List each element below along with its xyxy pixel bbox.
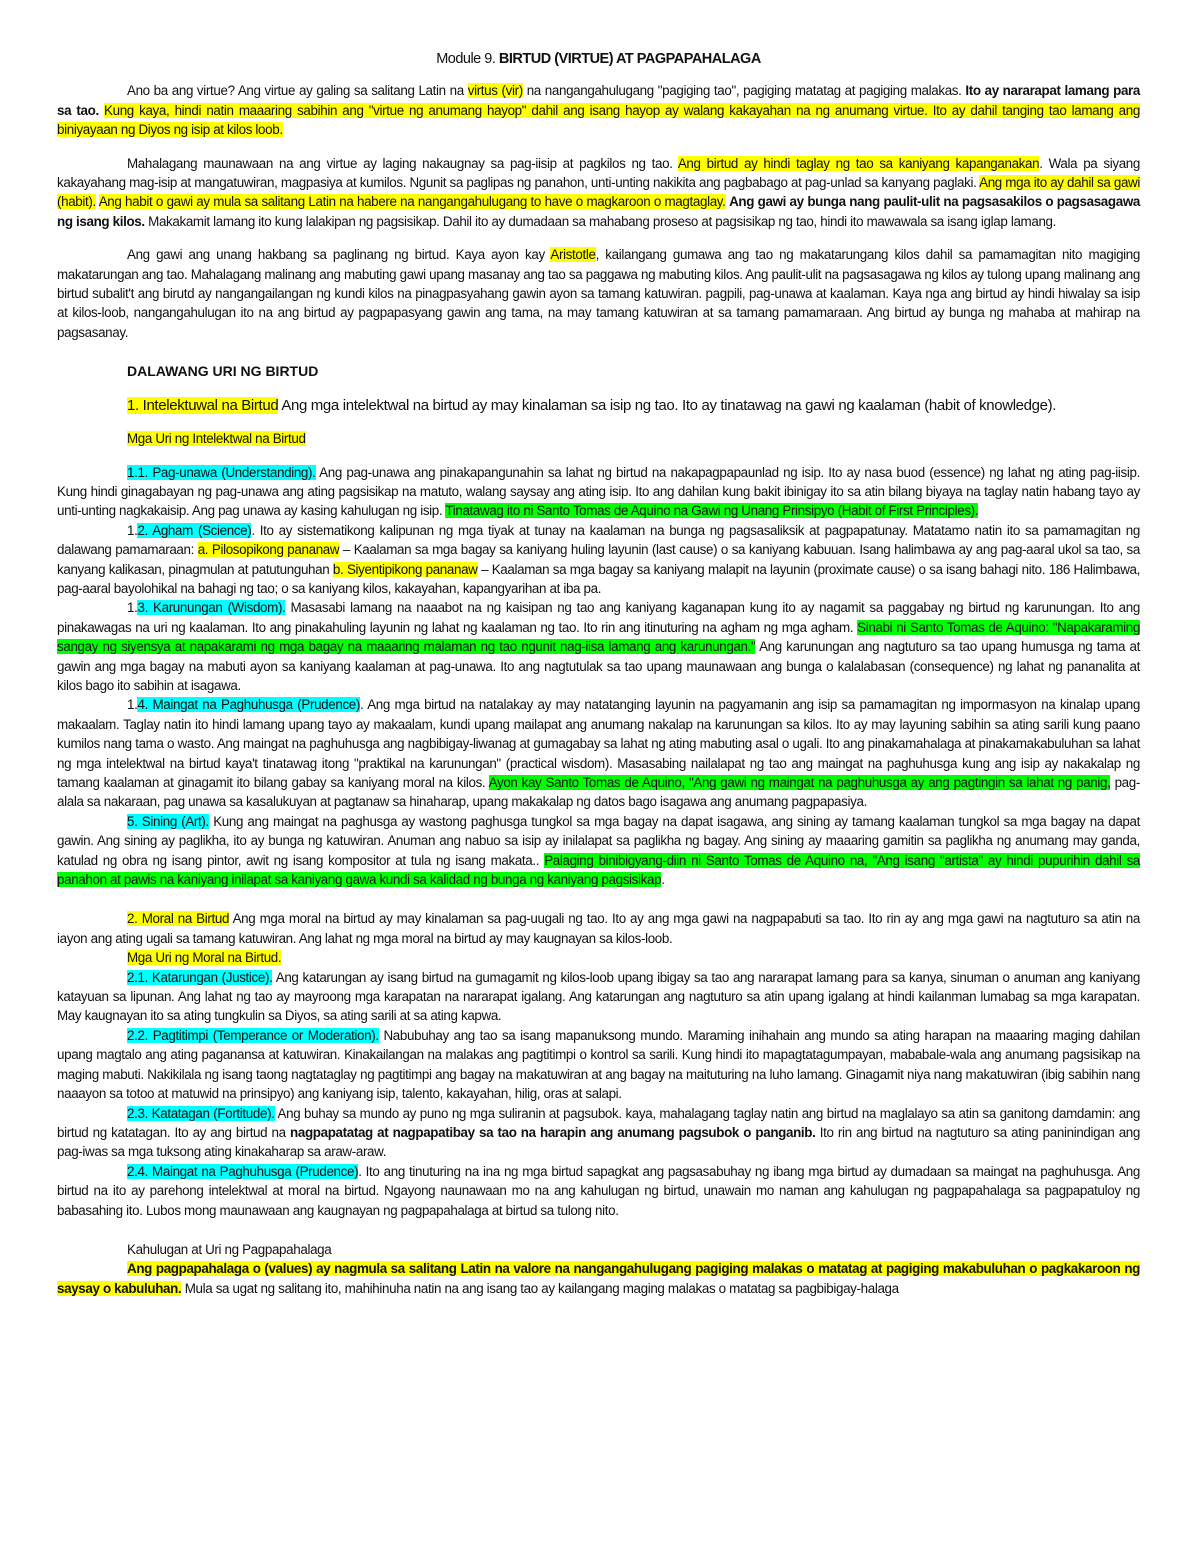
highlight-habit: Ang mga ito ay dahil sa gawi (habit). [57,175,1140,210]
label-wisdom: 3. Karunungan (Wisdom). [137,600,286,616]
item-understanding: 1.1. Pag-unawa (Understanding). Ang pag-unawa ang pinakapangunahin sa lahat ng birtud na nakapagpapaunlad ng isip. Ito ay nasa buod (essence) ng lahat ng ating pag-iisip. Kung hindi ginagabayan ng pag-unawa ang ating pagsisikap na matuto, walang saysay ang ating isip. Ito ang dahilan kung bakit ibinigay ito sa atin bilang biyaya na taglay natin habang tayo ay unti-unting nagkakaisip. Ang pag unawa ay kasing kahulugan ng isip. Tinatawag ito ni Santo Tomas de Aquino na Gawi ng Unang Prinsipyo (Habit of First Principles). [57,464,1140,519]
item-art: 5. Sining (Art). Kung ang maingat na paghusga ay wastong paghusga tungkol sa mga bagay na dapat isagawa, ang sining ay tamang kaalaman tungkol sa mga bagay na dapat gawin. Ang sining ay paglikha, ito ay bunga ng katuwiran. Anuman ang nabuo sa isip ay inilalapat sa paglikha ng bagay. Ang sining ay maaaring gamitin sa paglikha ng anumang may ganda, katulad ng obra ng isang pintor, awit ng isang kompositor at tula ng isang makata.. Palaging binibigyang-diin ni Santo Tomas de Aquino na, "Ang isang "artista" ay hindi pupurihin dahil sa panahon at pawis na kaniyang inilapat sa kaniyang gawa kundi sa kalidad ng bunga ng kaniyang pagsisikap. [57,813,1141,888]
highlight-scientific: b. Siyentipikong pananaw [332,561,478,577]
document-page [57,50,1140,1298]
highlight-first-principles: Tinatawag ito ni Santo Tomas de Aquino na Gawi ng Unang Prinsipyo (Habit of First Principles). [445,503,979,519]
heading-two-kinds: DALAWANG URI NG BIRTUD [127,363,319,380]
label-temperance: 2.2. Pagtitimpi (Temperance or Moderation). [127,1027,379,1043]
moral-types-heading: Mga Uri ng Moral na Birtud. [127,950,282,966]
highlight-aquinas-art: Palaging binibigyang-diin ni Santo Tomas de Aquino na, "Ang isang "artista" ay hindi pupurihin dahil sa panahon at pawis na kaniyang inilapat sa kaniyang gawa kundi sa kalidad ng bunga ng kaniyang pagsisikap [57,852,1141,888]
paragraph-virtue-definition: Ano ba ang virtue? Ang virtue ay galing sa salitang Latin na virtus (vir) na nangangahulugang "pagiging tao", pagiging matatag at pagiging malakas. Ito ay nararapat lamang para sa tao. Kung kaya, hindi natin maaaring sabihin ang "virtue ng anumang hayop" dahil ang isang hayop ay walang kakayahan na ng anumang virtue. Ito ay dahil tanging tao lamang ang biniyayaan ng Diyos ng isip at kilos loob. [57,83,1141,138]
item-wisdom: 1.3. Karunungan (Wisdom). Masasabi lamang na naaabot na ng kaisipan ng tao ang kaniyang kaganapan kung ito ay nagamit sa paggabay ng birtud ng karunungan. Ito ang pinakawagas na uri ng kaalaman. Ito ang pinakahuling layunin ng lahat ng kaalaman ng tao. Ito rin ang itinuturing na agham ng mga agham. Sinabi ni Santo Tomas de Aquino: "Napakaraming sangay ng siyensya at napakarami ng mga bagay na maaaring malaman ng tao ngunit nag-iisa lamang ang karunungan." Ang karunungan ang nagtuturo sa tao upang humusga ng tama at gawin ang mga bagay na mabuti ayon sa kaniyang kaalaman at pag-unawa. Ito ang nagtutulak sa tao upang maunawaan ang bunga o kalalabasan (consequence) ng lahat ng pananalita at kilos bago ito sabihin at isagawa. [57,600,1141,693]
title-prefix: Module 9. [436,51,499,67]
label-understanding: 1.1. Pag-unawa (Understanding). [127,464,316,480]
item-justice: 2.1. Katarungan (Justice). Ang katarungan ay isang birtud na gumagamit ng kilos-loob upang ibigay sa tao ang nararapat lamang para sa kanya, sinuman o anuman ang kaniyang katayuan sa lipunan. Ang lahat ng tao ay mayroong mga karapatan na nararapat igalang. Ang katarungan ang nagtuturo sa atin upang igalang at hindi kailanman lumabag sa mga karapatan. May kaugnayan ito sa ating tungkulin sa Diyos, sa ating sarili at sa ating kapwa. [57,969,1141,1024]
item-moral-prudence: 2.4. Maingat na Paghuhusga (Prudence). Ito ang tinuturing na ina ng mga birtud sapagkat ang pagsasabuhay ng ibang mga birtud ay dumadaan sa maingat na paghuhusga. Ang birtud na ito ay parehong intelektwal at moral na birtud. Ngayong naunawaan mo na ang kahulugan ng birtud, unawain mo naman ang kahulugan ng pagpapahalaga sa pagpapatuloy ng babasahing ito. Lubos mong maunawaan ang kaugnayan ng pagpapahalaga at birtud sa tulong nito. [57,1163,1140,1218]
highlight-aquinas-wisdom: Sinabi ni Santo Tomas de Aquino: "Napakaraming sangay ng siyensya at napakarami ng mga bagay na maaaring malaman ng tao ngunit nag-iisa lamang ang karunungan." [57,619,1141,655]
title-main: BIRTUD (VIRTUE) AT PAGPAPAHALAGA [498,51,761,67]
paragraph-moral-virtue: 2. Moral na Birtud Ang mga moral na birtud ay may kinalaman sa pag-uugali ng tao. Ito ay ang mga gawi na nagpapabuti sa tao. Ito rin ay ang mga gawi na nagtuturo sa atin na iayon ang ating ugali sa tamang katuwiran. Ang lahat ng mga moral na birtud ay may kaugnayan sa kilos-loob. [57,911,1140,946]
label-science: 2. Agham (Science) [137,522,252,538]
paragraph-virtue-habit: Mahalagang maunawaan na ang virtue ay laging nakaugnay sa pag-iisip at pagkilos ng tao. Ang birtud ay hindi taglay ng tao sa kaniyang kapanganakan. Wala pa siyang kakayahang mag-isip at mangatuwiran, magpasiya at kumilos. Ngunit sa paglipas ng panahon, unti-unting nakikita ang pagbabago at pag-unlad sa kanyang paglaki. Ang mga ito ay dahil sa gawi (habit). Ang habit o gawi ay mula sa salitang Latin na habere na nangangahulugang to have o magkaroon o magtaglay. Ang gawi ay bunga nang paulit-ulit na pagsasakilos o pagsasagawa ng isang kilos. Makakamit lamang ito kung lalakipan ng pagsisikap. Dahil ito ay dumadaan sa mahabang proseso at pagsisikap ng tao, hindi ito mawawala sa isang iglap lamang. [57,155,1140,229]
item-temperance: 2.2. Pagtitimpi (Temperance or Moderation). Nabubuhay ang tao sa isang mapanuksong mundo. Maraming inihahain ang mundo sa ating harapan na maaaring maging dahilan upang magtalo ang ating paganansa at katuwiran. Kinakailangan na malakas ang pagtitimpi o kontrol sa sarili. Kung hindi ito mapagtatagumpayan, mababale-wala ang anumang pagsisikap na maging mabuti. Nakikilala ng isang taong nagtataglay ng pagtitimpi ang bagay na makatuwiran at ang bagay na maituturing na luho lamang. Ginagamit niya nang makatuwiran (ibig sabihin nang naaayon sa totoo at matuwid na prinsipyo) ang kaniyang isip, talento, kakayahan, hilig, oras at salapi. [57,1027,1140,1102]
paragraph-aristotle: Ang gawi ang unang hakbang sa paglinang ng birtud. Kaya ayon kay Aristotle, kailangang gumawa ang tao ng makatarungang kilos dahil sa pamamagitan nito magiging makatarungan ang tao. Mahalagang malinang ang mabuting gawi upang masanay ang tao sa paggawa ng mabuting kilos. Ang paulit-ulit na pagsasagawa ng kilos ay tulong upang malinang ang birtud subalit't ang birutd ay nangangailangan ng kundi kilos na pinagpasyahang gawin ayon sa tamang katuwiran. pagpili, pag-unawa at kaalaman. Kaya nga ang birtud ay hindi hiwalay sa isip at kilos-loob, nangangahulugan ito na ang birtud ay pagpapasyang gawin ang tama, na may tamang katuwiran at sa tamang pamamaraan. Ang birtud ay bunga ng mahaba at mahirap na pagsasanay. [57,247,1140,340]
highlight-not-innate: Ang birtud ay hindi taglay ng tao sa kaniyang kapanganakan [677,155,1040,171]
label-prudence: 4. Maingat na Paghuhusga (Prudence) [137,697,361,713]
item-prudence: 1.4. Maingat na Paghuhusga (Prudence). Ang mga birtud na natalakay ay may natatanging layunin na pagyamanin ang isip sa pamamagitan ng impormasyon na kinalap upang makaalam. Taglay natin ito hindi lamang upang tayo ay makaalam, kundi upang mailapat ang anumang nakalap na karunungan sa kilos. Ito ay may layuning sabihin sa ating sarili kung paano kumilos nang tama o wasto. Ang maingat na paghuhusga ang nagbibigay-liwanag at gumagabay sa lahat ng ating mabuting asal o ugali. Ito ang pinakamahalaga at pinakamakabuluhan sa lahat ng mga intelektwal na birtud kaya't tinatawag itong "praktikal na karunungan" (practical wisdom). Masasabing nailalapat ng tao ang maingat na paghuhusga kung ang isip ay nakakalap ng tamang kaalaman at ginagamit ito bilang gabay sa kaniyang moral na kilos. Ayon kay Santo Tomas de Aquino, "Ang gawi ng maingat na paghuhusga ay ang pagtingin sa lahat ng panig, pag-alala sa nakaraan, pag unawa sa kasalukuyan at pagtanaw sa hinaharap, upang makakalap ng datos bago isagawa ang anumang pagpapasiya. [57,697,1140,810]
intellectual-types-heading: Mga Uri ng Intelektwal na Birtud [127,431,306,447]
label-intellectual-virtue: 1. Intelektuwal na Birtud [127,396,279,414]
item-fortitude: 2.3. Katatagan (Fortitude). Ang buhay sa mundo ay puno ng mga suliranin at pagsubok. kaya, mahalagang taglay natin ang birtud na maglalayo sa atin sa ganitong damdamin: ang birtud ng katatagan. Ito ay ang birtud na nagpapatatag at nagpapatibay sa tao na harapin ang anumang pagsubok o panganib. Ito rin ang birtud na nagtuturo sa ating paninindigan ang pag-iwas sa mga tuksong ating kinakaharap sa araw-araw. [57,1105,1141,1160]
highlight-aquinas-prudence: Ayon kay Santo Tomas de Aquino, "Ang gawi ng maingat na paghuhusga ay ang pagtingin sa lahat ng panig, [488,775,1111,790]
highlight-habere: Ang habit o gawi ay mula sa salitang Latin na habere na nangangahulugang to have o magkaroon o magtaglay. [98,194,726,210]
document-title [57,50,1140,69]
highlight-philosophical: a. Pilosopikong pananaw [197,542,340,558]
paragraph-values: Ang pagpapahalaga o (values) ay nagmula sa salitang Latin na valore na nangangahulugang pagiging malakas o matatag at pagiging makabuluhan o pagkakaroon ng saysay o kabuluhan. Mula sa ugat ng salitang ito, mahihinuha natin na ang isang tao ay kailangang maging malakas o matatag sa pagbibigay-halaga [57,1261,1140,1296]
highlight-values-definition: Ang pagpapahalaga o (values) ay nagmula sa salitang Latin na valore na nangangahulugang pagiging malakas o matatag at pagiging makabuluhan o pagkakaroon ng saysay o kabuluhan. [57,1261,1140,1296]
label-justice: 2.1. Katarungan (Justice). [127,969,273,985]
label-art: 5. Sining (Art). [127,813,209,829]
paragraph-intellectual-virtue: 1. Intelektuwal na Birtud Ang mga intelektwal na birtud ay may kinalaman sa isip ng tao. Ito ay tinatawag na gawi ng kaalaman (habit of knowledge). [127,396,1057,414]
label-moral-prudence: 2.4. Maingat na Paghuhusga (Prudence) [127,1163,359,1179]
label-moral-virtue: 2. Moral na Birtud [127,911,230,927]
highlight-virtue-animals: Kung kaya, hindi natin maaaring sabihin ang "virtue ng anumang hayop" dahil ang isang hayop ay walang kakayahan na ng anumang virtue. Ito ay dahil tanging tao lamang ang biniyayaan ng Diyos ng isip at kilos loob. [57,102,1140,138]
highlight-aristotle: Aristotle [550,247,596,263]
highlight-virtus: virtus (vir) [467,83,523,99]
label-fortitude: 2.3. Katatagan (Fortitude). [127,1105,275,1121]
item-science: 1.2. Agham (Science). Ito ay sistematikong kalipunan ng mga tiyak at tunay na kaalaman na bunga ng pagsasaliksik at pagpapatunay. Matatamo natin ito sa pamamagitan ng dalawang pamamaraan: a. Pilosopikong pananaw – Kaalaman sa mga bagay sa kaniyang huling layunin (last cause) o sa kaniyang kabuuan. Isang halimbawa ay ang pag-aaral ukol sa tao, sa kanyang kalikasan, pinagmulan at patutunguhan b. Siyentipikong pananaw – Kaalaman sa mga bagay sa kaniyang malapit na layunin (proximate cause) o sa isang bahagi nito. 186 Halimbawa, pag-aaral bayolohikal na bahagi ng tao; o sa kaniyang kilos, kakayahan, kapangyarihan at iba pa. [57,522,1141,596]
heading-values: Kahulugan at Uri ng Pagpapahalaga [127,1241,332,1257]
